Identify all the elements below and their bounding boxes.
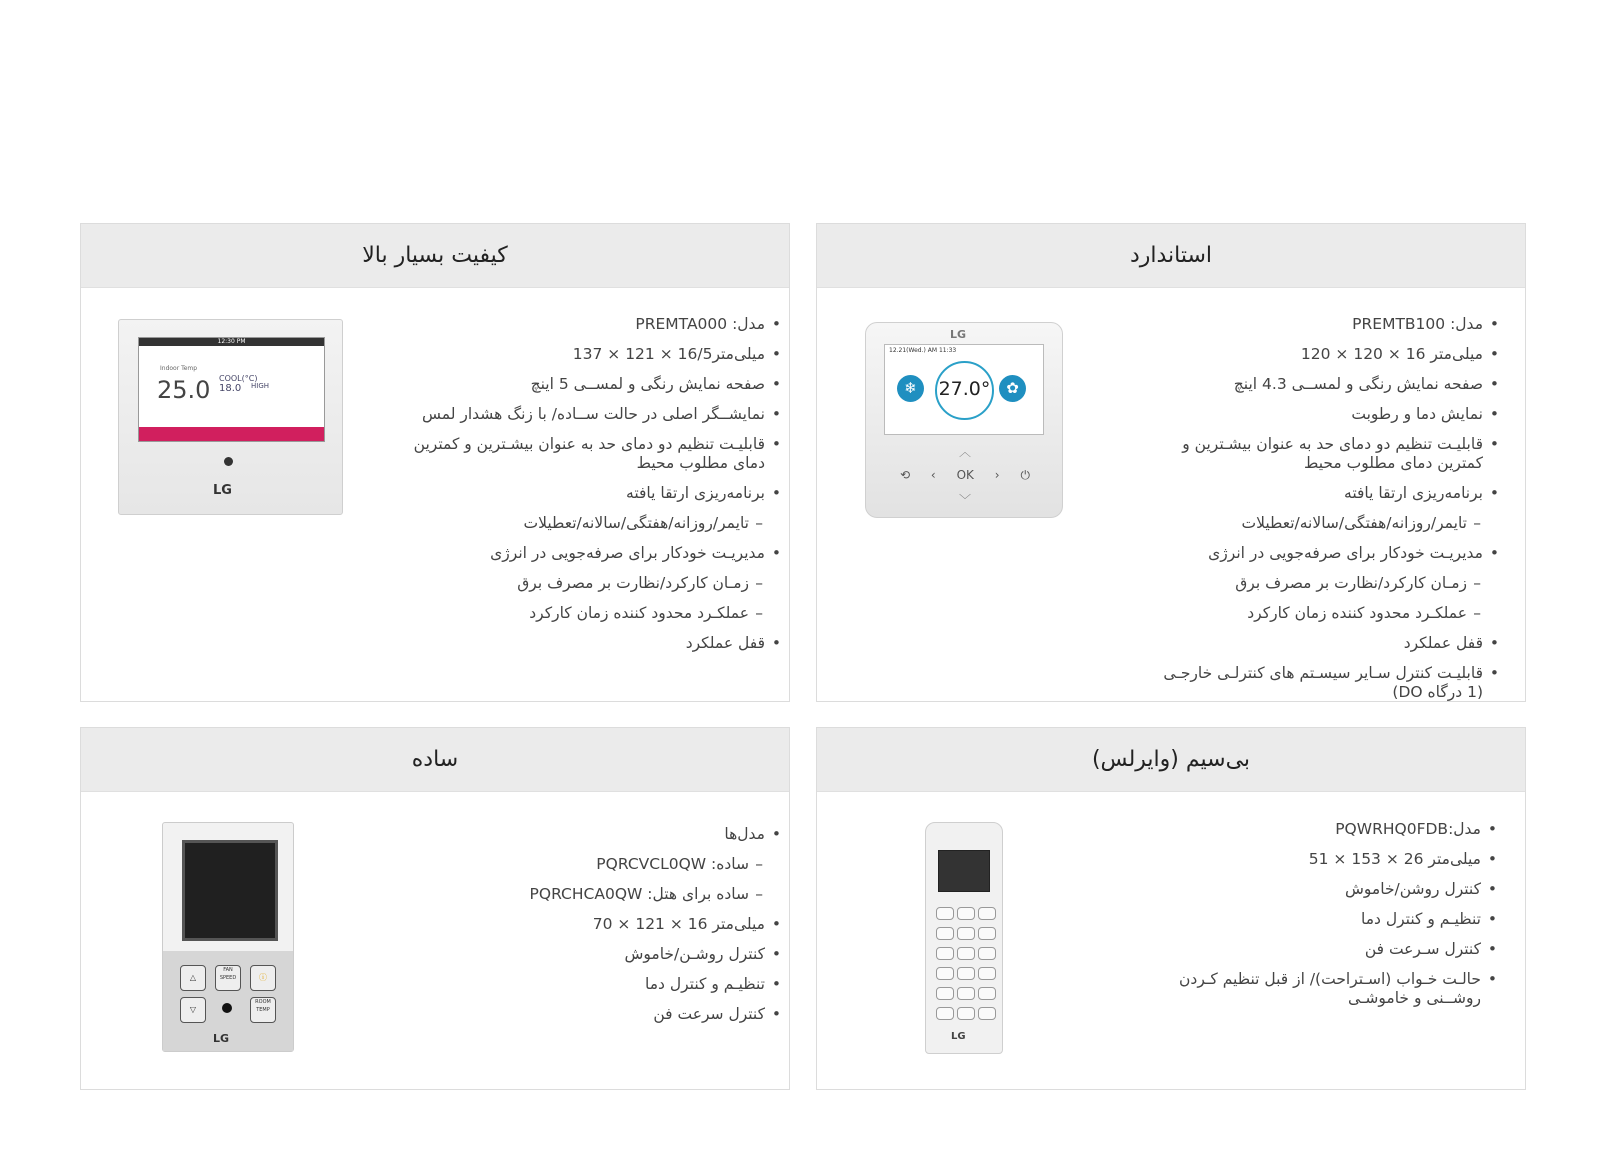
- spec-item: • حالـت خـواب (اسـتراحت)/ از قبل تنظیم کـردن روشــنی و خاموشـی: [1177, 970, 1497, 1008]
- spec-subitem: – عملکـرد محدود کننده زمان کارکرد: [1159, 604, 1499, 623]
- spec-subitem: – ساده: PQRCVCL0QW: [441, 855, 781, 874]
- up-arrow-icon: ︿: [959, 445, 972, 459]
- lg-logo: LG: [950, 328, 967, 341]
- spec-item: • کنترل روشـن/خاموش: [441, 945, 781, 964]
- standard-controller-image: [865, 322, 1063, 518]
- card-title: بی‌سیم (وایرلس): [817, 728, 1525, 792]
- power-icon: ⏻: [1020, 468, 1030, 482]
- down-arrow-icon: ﹀: [959, 493, 972, 507]
- fan-icon: ✿: [999, 375, 1026, 402]
- temperature-dial: 27.0°: [935, 361, 994, 420]
- spec-item: • قفل عملکرد: [1159, 634, 1499, 653]
- spec-item: • مدل: PREMTA000: [381, 315, 781, 334]
- spec-item: • مدل:PQWRHQ0FDB: [1177, 820, 1497, 839]
- spec-item: • میلی‌متر 16 × 121 × 70: [441, 915, 781, 934]
- spec-item: • نمایش دما و رطوبت: [1159, 405, 1499, 424]
- remote-key-icon: [936, 947, 954, 960]
- remote-key-icon: [978, 987, 996, 1000]
- remote-key-icon: [978, 967, 996, 980]
- spec-item: • کنترل روشن/خاموش: [1177, 880, 1497, 899]
- remote-screen: [938, 850, 990, 892]
- remote-key-icon: [957, 1007, 975, 1020]
- right-arrow-icon: ›: [994, 468, 1000, 482]
- simple-controller-image: [162, 822, 294, 1052]
- indoor-temp-value: 25.0: [157, 376, 211, 404]
- screen-time: 12:30 PM: [139, 338, 324, 346]
- center-dot-icon: [222, 1003, 232, 1013]
- spec-item: • میلی‌متر16/5 × 121 × 137: [381, 345, 781, 364]
- snowflake-icon: ❄: [897, 375, 924, 402]
- spec-item: • مدیریـت خودکار برای صرفه‌جویی در انرژی: [381, 544, 781, 563]
- spec-list: [381, 315, 781, 664]
- spec-item: • کنترل سرعت فن: [441, 1005, 781, 1024]
- spec-item: • قابلیـت تنظیم دو دمای حد به عنوان بیشـترین و کمترین دمای مطلوب محیط: [1159, 435, 1499, 473]
- spec-subitem: – عملکـرد محدود کننده زمان کارکرد: [381, 604, 781, 623]
- left-arrow-icon: ‹: [930, 468, 936, 482]
- spec-subitem: – تایمر/روزانه/هفتگی/سالانه/تعطیلات: [1159, 514, 1499, 533]
- controller-screen: [182, 840, 278, 941]
- card-title: استاندارد: [817, 224, 1525, 288]
- button-panel: [163, 951, 293, 1051]
- spec-item: • صفحه نمایش رنگی و لمســی 4.3 اینچ: [1159, 375, 1499, 394]
- wireless-remote-image: [925, 822, 1003, 1054]
- fan-speed-button-image: FAN SPEED: [215, 965, 241, 991]
- spec-item: • مدیریـت خودکار برای صرفه‌جویی در انرژی: [1159, 544, 1499, 563]
- spec-list: [1159, 315, 1499, 713]
- power-icon: ⓘ: [250, 965, 276, 991]
- remote-key-icon: [978, 927, 996, 940]
- remote-key-icon: [978, 1007, 996, 1020]
- spec-item: • مدل: PREMTB100: [1159, 315, 1499, 334]
- remote-key-icon: [978, 947, 996, 960]
- remote-key-icon: [978, 907, 996, 920]
- card-wireless: [816, 727, 1526, 1090]
- remote-key-icon: [957, 927, 975, 940]
- remote-key-icon: [957, 947, 975, 960]
- spec-list: [1177, 820, 1497, 1019]
- back-icon: ⟲: [900, 468, 911, 482]
- set-temp-value: 18.0: [219, 383, 242, 394]
- remote-key-icon: [936, 927, 954, 940]
- controller-nav: [900, 468, 1030, 483]
- spec-subitem: – زمـان کارکرد/نظارت بر مصرف برق: [381, 574, 781, 593]
- premium-controller-image: [118, 319, 343, 515]
- spec-item: • قابلیـت تنظیم دو دمای حد به عنوان بیشـترین و کمترین دمای مطلوب محیط: [381, 435, 781, 473]
- room-temp-button-image: ROOM TEMP: [250, 997, 276, 1023]
- lg-logo: LG: [213, 1032, 230, 1045]
- indoor-temp-label: Indoor Temp: [160, 365, 198, 372]
- remote-key-icon: [936, 1007, 954, 1020]
- controller-screen: [138, 337, 325, 442]
- card-title: کیفیت بسیار بالا: [81, 224, 789, 288]
- spec-item: • میلی‌متر 16 × 120 × 120: [1159, 345, 1499, 364]
- spec-item: • برنامه‌ریزی ارتقا یافته: [381, 484, 781, 503]
- spec-item: • تنظیـم و کنترل دما: [441, 975, 781, 994]
- remote-key-icon: [936, 987, 954, 1000]
- spec-item: • قابلیـت کنترل سـایر سیسـتم های کنترلـی خارجـی (1 درگاه DO): [1159, 664, 1499, 702]
- lg-logo: LG: [213, 483, 232, 498]
- spec-item: • کنترل سـرعت فن: [1177, 940, 1497, 959]
- spec-subitem: – زمـان کارکرد/نظارت بر مصرف برق: [1159, 574, 1499, 593]
- card-simple: [80, 727, 790, 1090]
- remote-key-icon: [957, 967, 975, 980]
- spec-item: • نمایشــگر اصلی در حالت ســاده/ با زنگ هشدار لمس: [381, 405, 781, 424]
- spec-subitem: – تایمر/روزانه/هفتگی/سالانه/تعطیلات: [381, 514, 781, 533]
- ok-label: OK: [956, 468, 974, 482]
- remote-key-icon: [936, 907, 954, 920]
- spec-item: • صفحه نمایش رنگی و لمســی 5 اینچ: [381, 375, 781, 394]
- spec-item: • برنامه‌ریزی ارتقا یافته: [1159, 484, 1499, 503]
- screen-menu-bar: [139, 427, 324, 441]
- temp-down-icon: ▽: [180, 997, 206, 1023]
- remote-key-icon: [957, 987, 975, 1000]
- controller-screen: [884, 344, 1044, 435]
- card-standard: [816, 223, 1526, 702]
- spec-item: • تنظیـم و کنترل دما: [1177, 910, 1497, 929]
- remote-key-icon: [957, 907, 975, 920]
- remote-key-icon: [936, 967, 954, 980]
- spec-subitem: – ساده برای هتل: PQRCHCA0QW: [441, 885, 781, 904]
- card-premium: [80, 223, 790, 702]
- lg-logo: LG: [951, 1031, 966, 1042]
- spec-item: • مدل‌ها: [441, 825, 781, 844]
- screen-status: 12.21(Wed.) AM 11:33: [889, 347, 957, 354]
- card-title: ساده: [81, 728, 789, 792]
- spec-item: • قفل عملکرد: [381, 634, 781, 653]
- spec-list: [441, 825, 781, 1035]
- home-button-icon: [224, 457, 233, 466]
- temp-up-icon: △: [180, 965, 206, 991]
- mode-label: COOL(°C): [219, 374, 258, 383]
- fan-label: HIGH: [251, 382, 270, 390]
- spec-item: • میلی‌متر 26 × 153 × 51: [1177, 850, 1497, 869]
